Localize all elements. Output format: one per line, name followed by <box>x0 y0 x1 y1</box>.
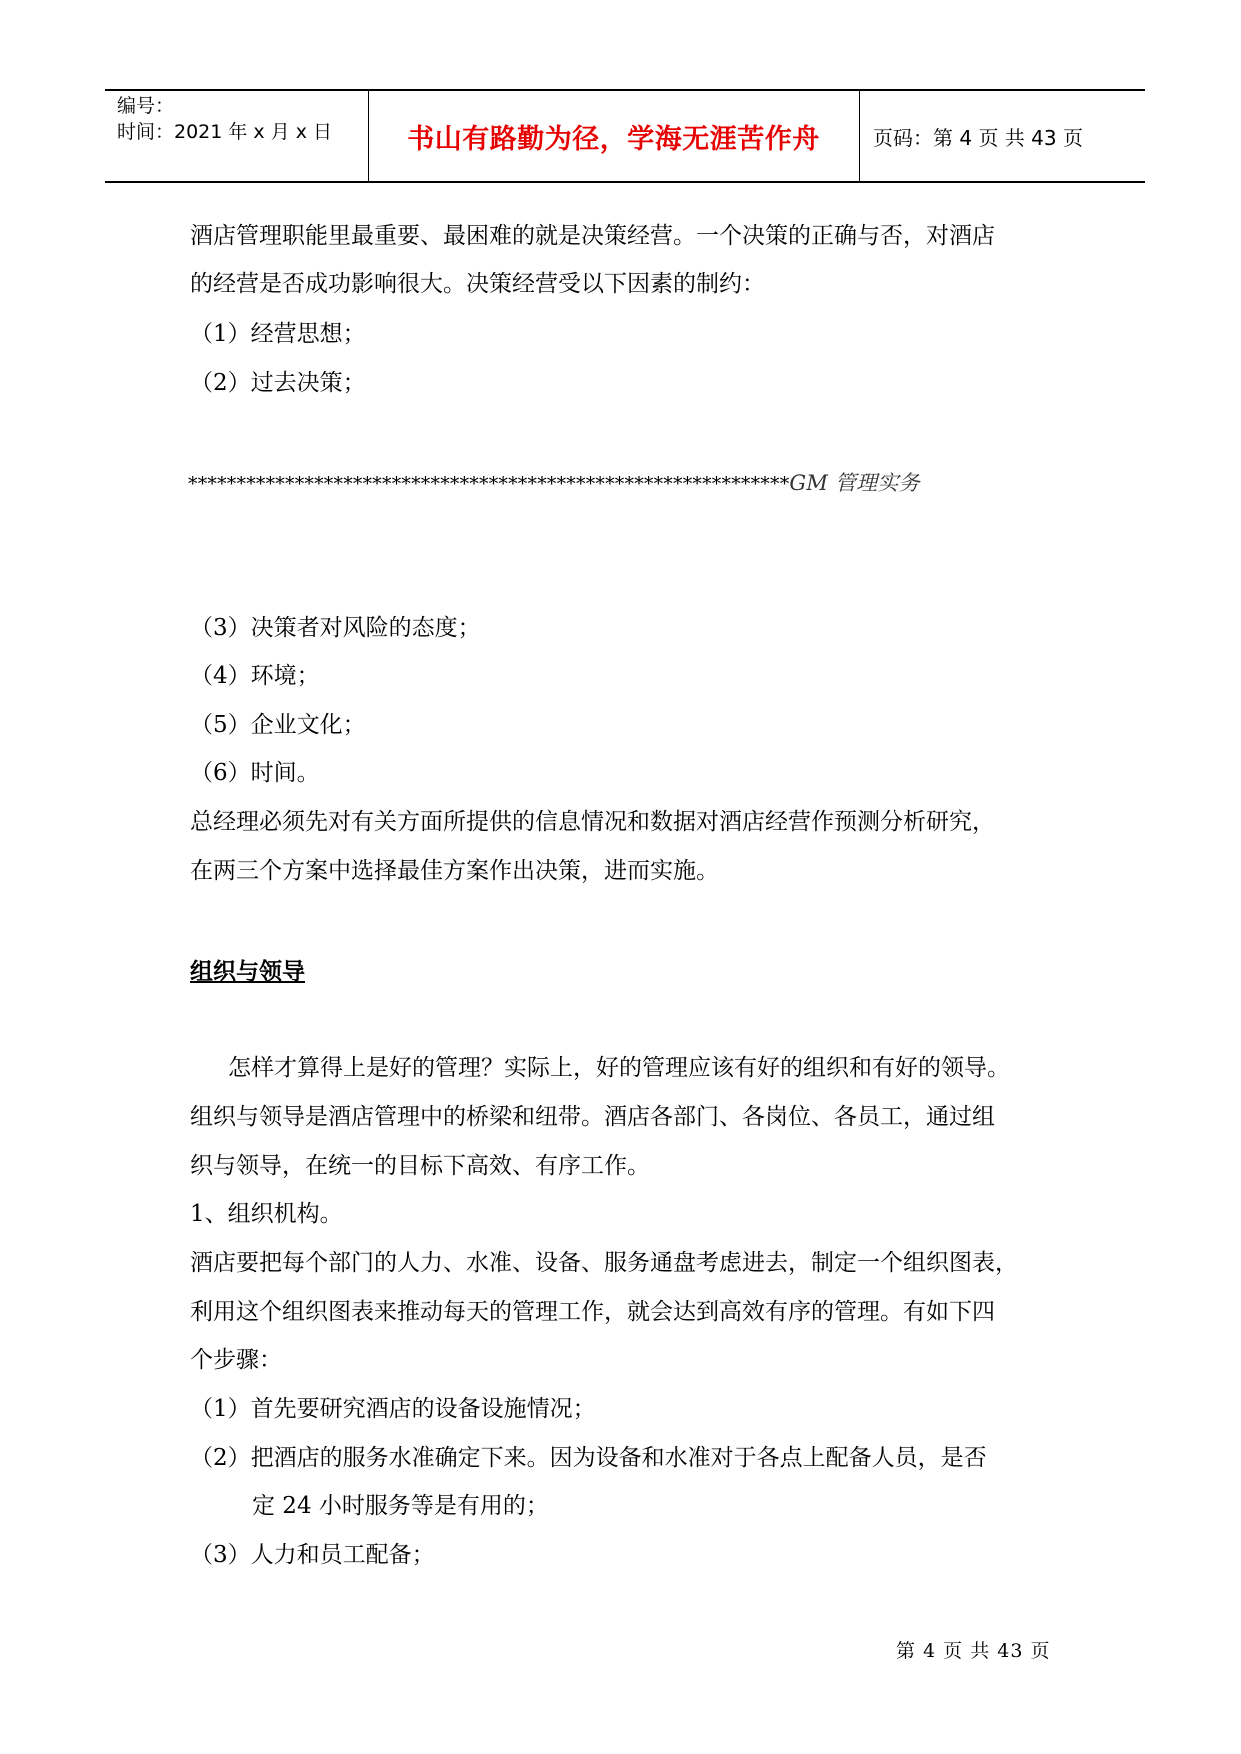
list-item-continuation: 定 24 小时服务等是有用的； <box>252 1493 549 1519</box>
header-meta <box>117 93 332 145</box>
list-item: （2）过去决策； <box>190 370 366 396</box>
page-footer: 第 4 页 共 43 页 <box>896 1640 1051 1662</box>
paragraph-line: 组织与领导是酒店管理中的桥梁和纽带。酒店各部门、各岗位、各员工，通过组 <box>190 1104 995 1130</box>
header-number-label: 编号： <box>117 95 175 117</box>
list-item: （3）决策者对风险的态度； <box>190 615 481 641</box>
list-item: （4）环境； <box>190 663 320 689</box>
header-time-label: 时间：2021 年 x 月 x 日 <box>117 121 333 143</box>
divider-label: GM 管理实务 <box>789 471 920 495</box>
header-divider <box>859 91 860 181</box>
list-item: （1）首先要研究酒店的设备设施情况； <box>190 1396 596 1422</box>
paragraph-line: 怎样才算得上是好的管理？实际上，好的管理应该有好的组织和有好的领导。 <box>228 1055 1010 1081</box>
paragraph-line: 的经营是否成功影响很大。决策经营受以下因素的制约： <box>190 271 765 297</box>
list-item: （5）企业文化； <box>190 712 366 738</box>
paragraph-line: 酒店要把每个部门的人力、水准、设备、服务通盘考虑进去，制定一个组织图表， <box>190 1250 1018 1276</box>
section-title: 组织与领导 <box>190 959 305 985</box>
header-motto: 书山有路勤为径，学海无涯苦作舟 <box>407 123 820 155</box>
paragraph-line: 在两三个方案中选择最佳方案作出决策，进而实施。 <box>190 858 719 884</box>
paragraph-line: 织与领导，在统一的目标下高效、有序工作。 <box>190 1153 650 1179</box>
divider-stars: ************************************************************** <box>188 473 790 495</box>
section-divider <box>188 467 920 497</box>
list-item: （1）经营思想； <box>190 321 366 347</box>
header-page-label: 页码：第 4 页 共 43 页 <box>873 125 1083 150</box>
page-header <box>105 89 1145 183</box>
list-item: （6）时间。 <box>190 760 320 786</box>
paragraph-line: 利用这个组织图表来推动每天的管理工作，就会达到高效有序的管理。有如下四 <box>190 1299 995 1325</box>
paragraph-line: 总经理必须先对有关方面所提供的信息情况和数据对酒店经营作预测分析研究， <box>190 809 995 835</box>
list-item: （2）把酒店的服务水准确定下来。因为设备和水准对于各点上配备人员，是否 <box>190 1445 987 1471</box>
list-item: （3）人力和员工配备； <box>190 1542 435 1568</box>
paragraph-line: 酒店管理职能里最重要、最困难的就是决策经营。一个决策的正确与否，对酒店 <box>190 223 995 249</box>
paragraph-line: 个步骤： <box>190 1347 282 1373</box>
subheading: 1、组织机构。 <box>190 1201 343 1227</box>
